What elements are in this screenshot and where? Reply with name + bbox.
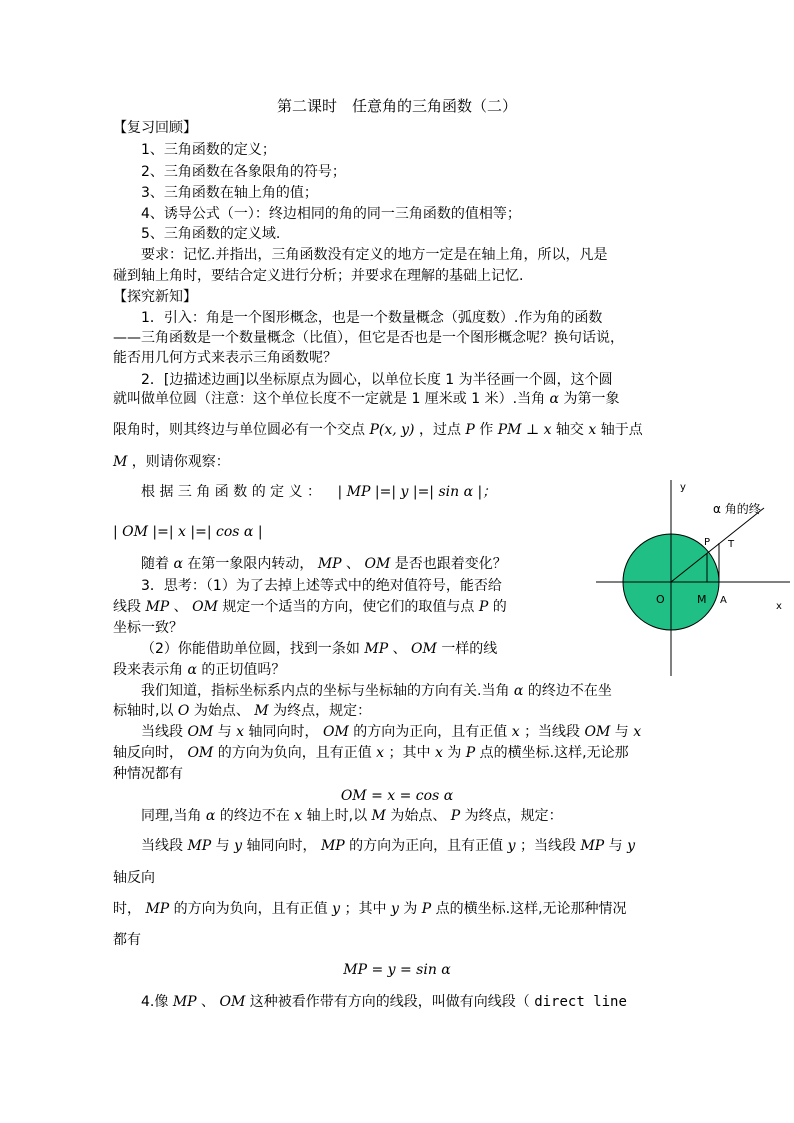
intro-line-2: ——三角函数是一个数量概念（比值），但它是否也是一个图形概念呢？换句话说，: [113, 330, 624, 346]
equation-cos-abs: [113, 522, 263, 542]
text-span: 在第一象限内转动，: [187, 556, 314, 572]
label-x: x: [776, 601, 782, 612]
om-symbol: OM: [187, 724, 214, 740]
mp-rule-line-1: [141, 836, 635, 856]
mp-symbol: MP: [145, 901, 170, 917]
text-span: （2）你能借助单位圆，找到一条如: [141, 641, 360, 657]
y-symbol: y: [234, 838, 243, 854]
om-rule-line-3: 种情况都有: [113, 766, 183, 782]
y-symbol: y: [507, 838, 516, 854]
om-symbol: OM: [192, 599, 218, 615]
text-span: ，过点: [418, 422, 461, 438]
text-span: ；当线段: [520, 838, 576, 854]
think-line-2: [113, 597, 507, 617]
text-span: 一样的线: [441, 641, 498, 657]
text-span: 标轴时,以: [113, 703, 174, 719]
review-item-5: 5、三角函数的定义域.: [141, 226, 281, 242]
alpha-symbol: α: [205, 808, 216, 824]
label-y: y: [680, 482, 686, 493]
text-span: 的: [492, 599, 507, 615]
text-span: 与: [608, 838, 623, 854]
know-line-1: [141, 681, 612, 701]
text-span: 随着: [141, 556, 169, 572]
text-span: 轴同向时，: [248, 724, 319, 740]
text-span: 线段: [113, 599, 141, 615]
text-span: 点的横坐标.这样,无论那种情况: [435, 901, 627, 917]
definition-line: [141, 482, 496, 502]
think-line-3: 坐标一致？: [113, 620, 183, 636]
om-symbol: OM: [322, 724, 349, 740]
text-span: 的方向为负向，且有正值: [173, 901, 328, 917]
y-symbol: y: [332, 901, 341, 917]
label-p: P: [704, 537, 711, 548]
unit-circle-line-2-text: 就叫做单位圆（注意：这个单位长度不一定就是 1 厘米或 1 米）.当角: [113, 391, 546, 407]
point-p: P: [421, 901, 432, 917]
text-span: 、: [173, 599, 188, 615]
review-item-2: 2、三角函数在各象限角的符号；: [141, 164, 346, 180]
review-item-4: 4、诱导公式（一）：终边相同的角的同一三角函数的值相等；: [141, 206, 521, 222]
point-p: P: [465, 745, 476, 761]
om-symbol: OM: [364, 556, 391, 572]
text-span: 时，: [113, 901, 141, 917]
unit-circle-line-3: [113, 420, 643, 440]
equation-cos-abs-text: | OM |=| x |=| cos α |: [113, 524, 263, 540]
y-symbol: y: [390, 901, 399, 917]
label-terminal: α 角的终: [713, 502, 761, 516]
text-span: 轴交: [555, 422, 584, 438]
x-symbol: x: [633, 724, 642, 740]
text-span: 当线段: [141, 724, 183, 740]
text-span: 、: [392, 641, 407, 657]
text-span: 点的横坐标.这样,无论那: [479, 745, 629, 761]
unit-circle-line-2: [113, 389, 619, 409]
mp-rule-line-4: 都有: [113, 932, 141, 948]
explore-heading: 【探究新知】: [113, 289, 197, 305]
think2-line-1: [141, 639, 497, 659]
text-span: 为: [403, 901, 418, 917]
text-span: 与: [614, 724, 629, 740]
point-o: O: [177, 703, 190, 719]
equation-om: OM = x = cos α: [340, 788, 454, 804]
intro-line-3: 能否用几何方式来表示三角函数呢？: [113, 350, 337, 366]
label-a: A: [720, 595, 727, 606]
x-symbol: x: [511, 724, 520, 740]
text-span: 这种被看作带有方向的线段，叫做有向线段（: [249, 994, 530, 1010]
know-line-2: [113, 701, 371, 721]
equation-mp: MP = y = sin α: [343, 962, 451, 978]
mp-symbol: MP: [187, 838, 212, 854]
english-term: direct line: [534, 994, 627, 1010]
text-span: 为始点、: [193, 703, 250, 719]
text-span: 、: [201, 994, 216, 1010]
x-symbol: x: [434, 745, 443, 761]
think2-line-2: [113, 660, 285, 680]
text-span: ；其中: [344, 901, 387, 917]
mp-symbol: MP: [145, 599, 170, 615]
text-span: 与: [217, 724, 232, 740]
text-span: 、: [346, 556, 361, 572]
text-span: ；当线段: [524, 724, 581, 740]
intro-line-1: 1．引入：角是一个图形概念，也是一个数量概念（弧度数）.作为角的函数: [141, 310, 603, 326]
text-span: 的方向为负向，且有正值: [217, 745, 372, 761]
om-symbol: OM: [187, 745, 214, 761]
alpha-symbol: α: [549, 391, 559, 407]
think-line-1: 3．思考：（1）为了去掉上述等式中的绝对值符号，能否给: [141, 578, 502, 594]
text-span: 的终边不在: [219, 808, 290, 824]
mp-symbol: MP: [317, 556, 342, 572]
om-rule-line-2: [113, 743, 629, 763]
same-line: [141, 806, 563, 826]
review-item-3: 3、三角函数在轴上角的值；: [141, 185, 318, 201]
text-span: 轴同向时，: [246, 838, 317, 854]
alpha-symbol: α: [187, 662, 197, 678]
x-symbol: x: [294, 808, 303, 824]
unit-circle-line-2-tail: 为第一象: [563, 391, 620, 407]
unit-circle-diagram: [596, 476, 794, 676]
x-symbol: x: [376, 745, 385, 761]
mp-symbol: MP: [320, 838, 345, 854]
mp-rule-line-2: 轴反向: [113, 870, 155, 886]
mp-symbol: MP: [364, 641, 389, 657]
text-span: 当线段: [141, 838, 183, 854]
x-symbol: x: [588, 422, 597, 438]
pm-perp-x: PM ⊥ x: [497, 422, 552, 438]
point-p: P: [478, 599, 489, 615]
label-t: T: [728, 539, 735, 550]
om-symbol: OM: [219, 994, 246, 1010]
mp-symbol: MP: [580, 838, 605, 854]
unit-circle-line-4: [113, 452, 230, 472]
text-span: 同理,当角: [141, 808, 202, 824]
review-requirement-line-1: 要求：记忆.并指出，三角函数没有定义的地方一定是在轴上角，所以，凡是: [141, 247, 608, 263]
review-requirement-line-2: 碰到轴上角时，要结合定义进行分析；并要求在理解的基础上记忆.: [113, 268, 524, 284]
equation-sin-abs: | MP |=| y |=| sin α |；: [337, 484, 497, 500]
text-span: 为终点，规定：: [464, 808, 563, 824]
text-span: ；其中: [388, 745, 431, 761]
label-m: M: [697, 593, 707, 606]
y-symbol: y: [627, 838, 636, 854]
text-span: 的正切值吗？: [201, 662, 286, 678]
text-span: ，则请你观察：: [131, 454, 230, 470]
label-o: O: [656, 593, 665, 606]
mp-symbol: MP: [172, 994, 197, 1010]
unit-circle-line-1: 2．[边描述边画]以坐标原点为圆心，以单位长度 1 为半径画一个圆，这个圆: [141, 372, 613, 388]
text-span: 段来表示角: [113, 662, 183, 678]
alpha-symbol: α: [173, 556, 183, 572]
x-symbol: x: [236, 724, 245, 740]
text-span: 轴反向时，: [113, 745, 183, 761]
text-span: 为始点、: [390, 808, 447, 824]
text-span: 轴上时,以: [306, 808, 368, 824]
text-span: 规定一个适当的方向，使它们的取值与点: [222, 599, 475, 615]
review-item-1: 1、三角函数的定义；: [141, 142, 276, 158]
om-symbol: OM: [584, 724, 611, 740]
text-span: 为终点，规定：: [273, 703, 372, 719]
text-span: 是否也跟着变化？: [394, 556, 507, 572]
text-span: 与: [215, 838, 230, 854]
text-span: 4.像: [141, 994, 169, 1010]
text-span: 作: [479, 422, 494, 438]
point-m: M: [371, 808, 386, 824]
point-p-coords: P(x, y): [369, 422, 415, 438]
om-rule-line-1: [141, 722, 641, 742]
page-title: 第二课时 任意角的三角函数（二）: [276, 97, 517, 115]
review-heading: 【复习回顾】: [113, 120, 197, 136]
point-p: P: [450, 808, 461, 824]
directed-segment-line: [141, 992, 627, 1012]
om-symbol: OM: [411, 641, 437, 657]
text-span: 的终边不在坐: [527, 683, 612, 699]
follow-line: [141, 554, 507, 574]
text-span: 我们知道，指标坐标系内点的坐标与坐标轴的方向有关.当角: [141, 683, 510, 699]
definition-text: 根 据 三 角 函 数 的 定 义 ：: [141, 484, 322, 500]
point-m: M: [254, 703, 269, 719]
text-span: 轴于点: [600, 422, 643, 438]
alpha-symbol: α: [513, 683, 524, 699]
point-m: M: [113, 454, 128, 470]
text-span: 的方向为正向，且有正值: [353, 724, 508, 740]
text-span: 限角时，则其终边与单位圆必有一个交点: [113, 422, 365, 438]
mp-rule-line-3: [113, 899, 627, 919]
point-p: P: [465, 422, 475, 438]
text-span: 的方向为正向，且有正值: [349, 838, 504, 854]
text-span: 为: [447, 745, 462, 761]
